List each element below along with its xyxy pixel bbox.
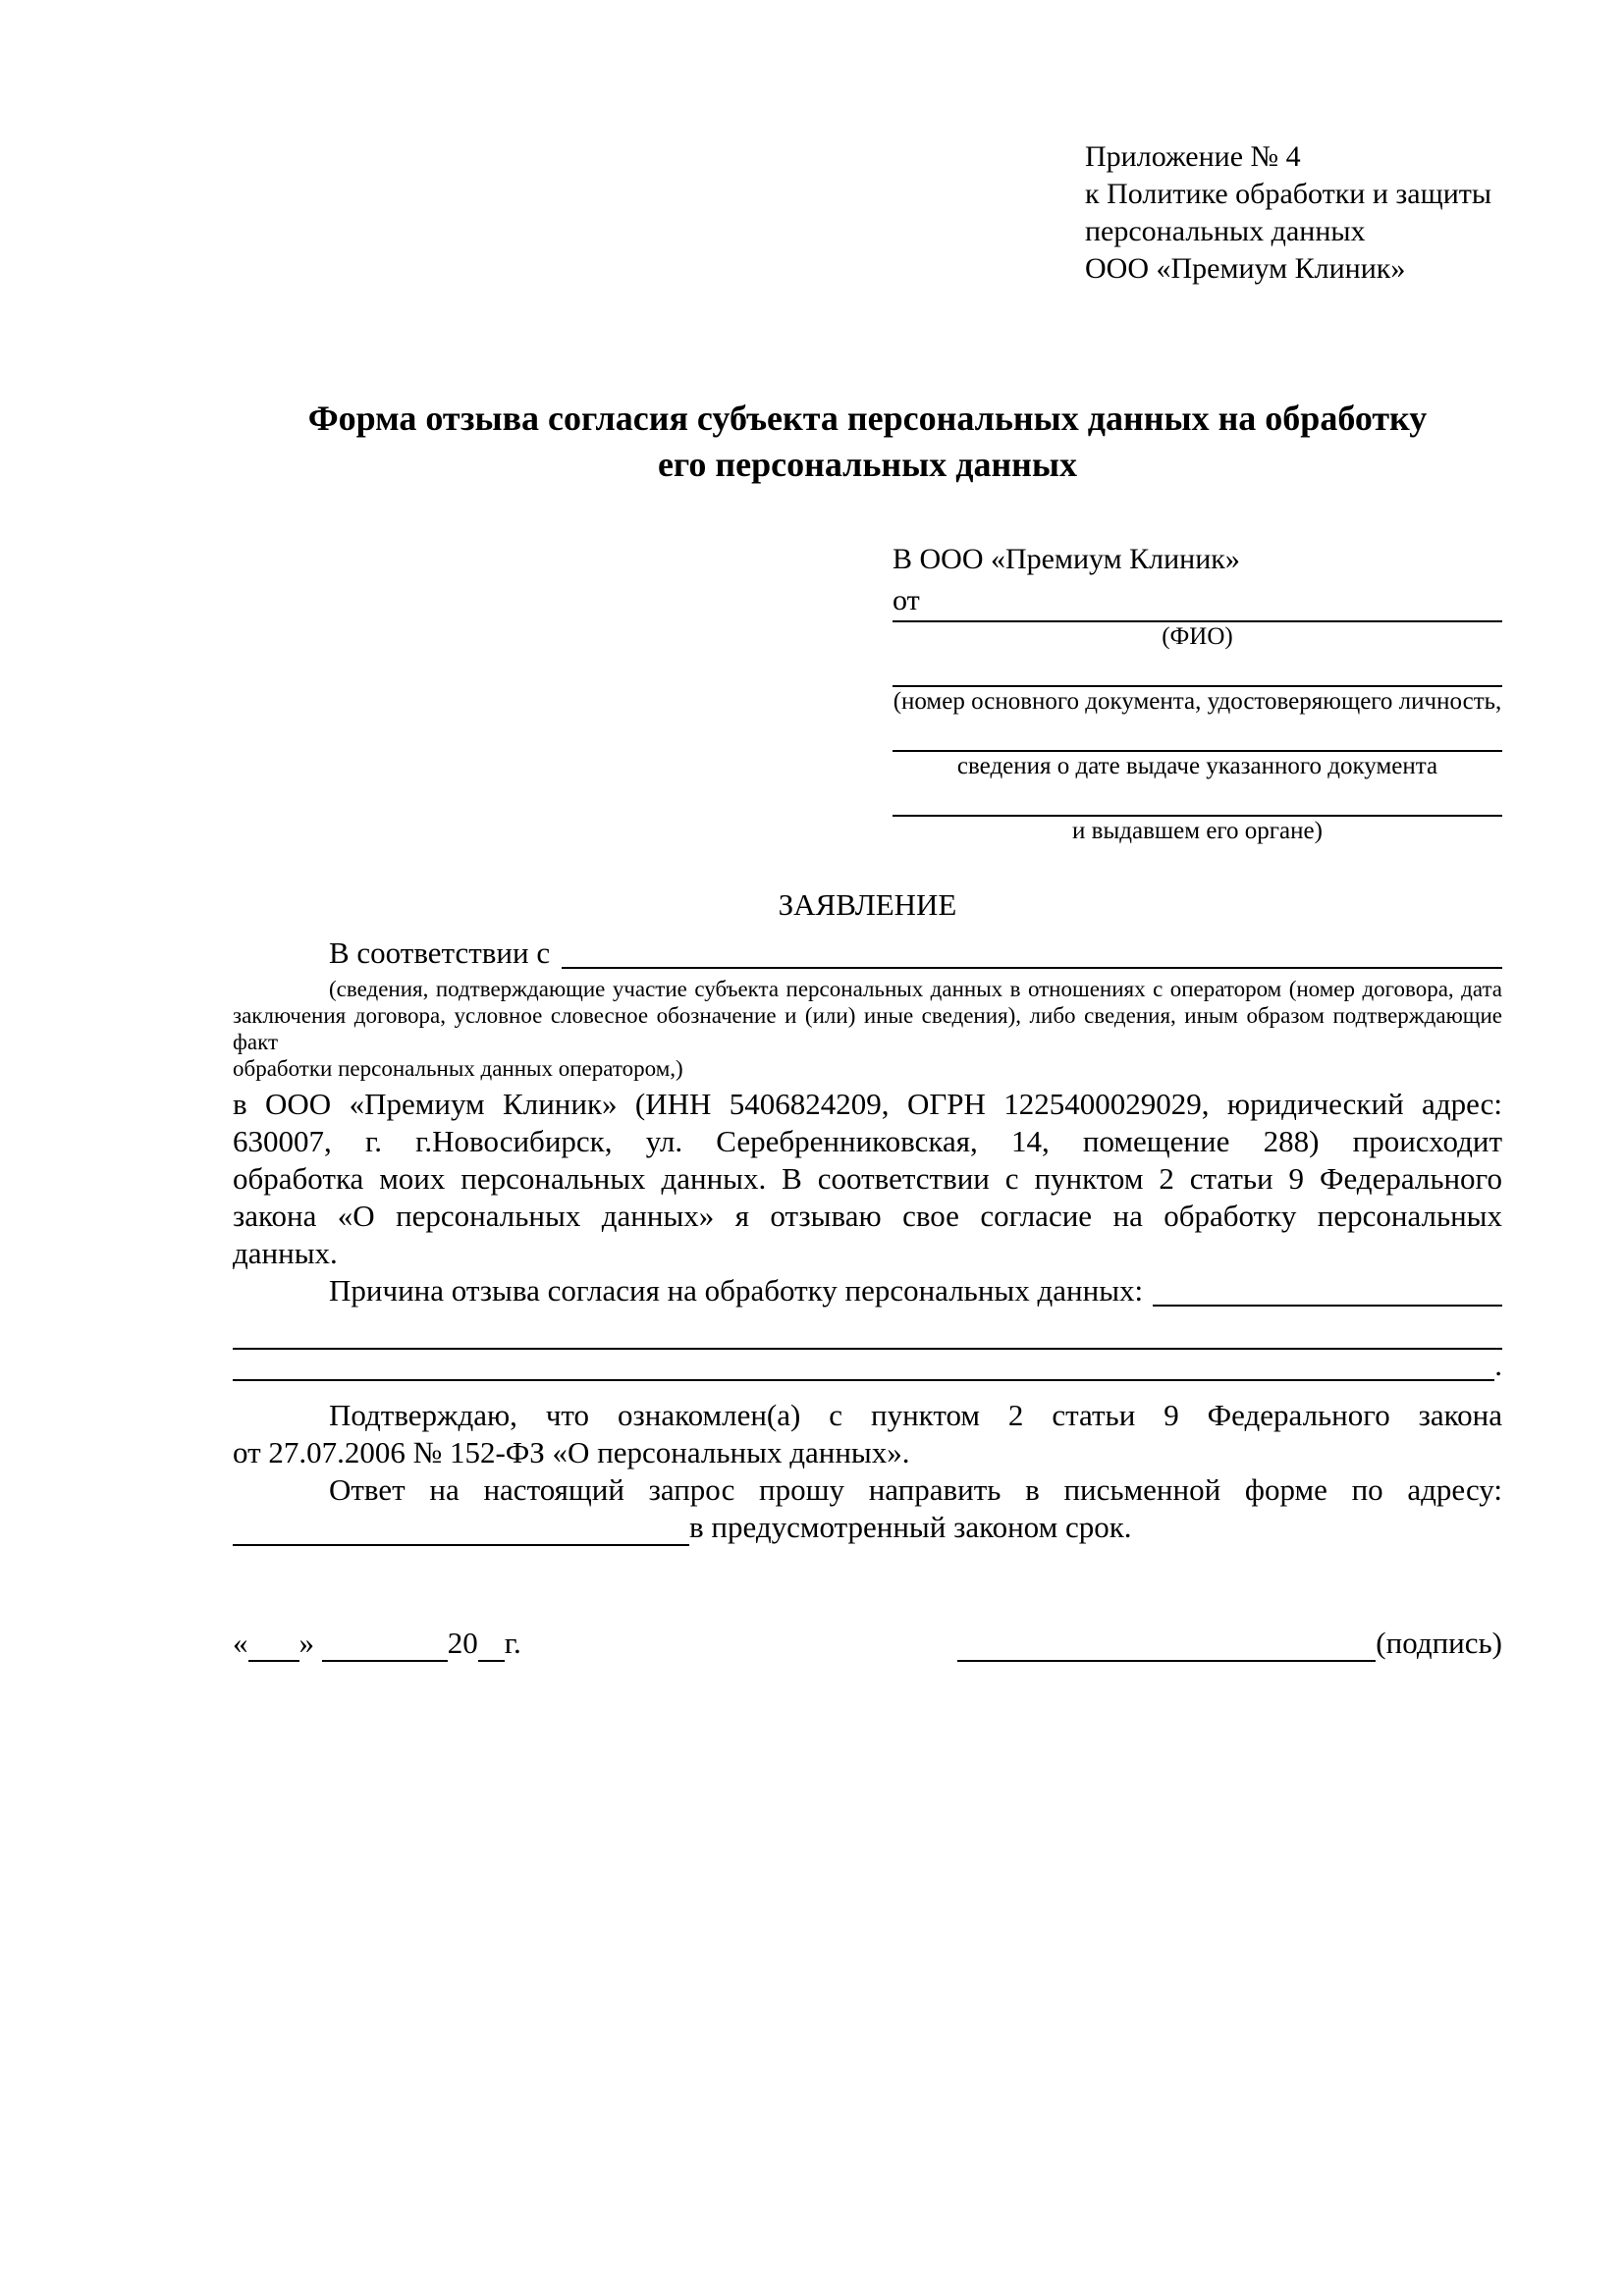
annex-header-line: к Политике обработки и защиты [1085,178,1492,210]
signature-group [957,1625,1502,1662]
document-title [233,396,1502,488]
statement-body-line: 630007, г. г.Новосибирск, ул. Серебренниковская, 14, помещение 288) происходит [233,1124,1502,1158]
reason-row [233,1272,1502,1309]
document-number-input-line[interactable] [893,649,1502,687]
reason-end-period: . [1494,1348,1502,1382]
reply-request-tail: в предусмотренный законом срок. [689,1510,1132,1544]
intro-note [233,976,1502,1082]
acknowledgment-line: Подтверждаю, что ознакомлен(а) с пунктом 2 статьи 9 Федерального закона [329,1398,1502,1432]
statement-body-line: закона «О персональных данных» я отзываю свое согласие на обработку персональных [233,1199,1502,1233]
reply-request [233,1471,1502,1546]
reply-request-line: Ответ на настоящий запрос прошу направить в письменной форме по адресу: [329,1472,1502,1507]
date-close-quote: » [298,1626,314,1660]
addressee-to: В ООО «Премиум Клиник» [893,543,1240,575]
reply-address-row [233,1509,1502,1546]
date-open-quote: « [233,1626,248,1660]
statement-heading: ЗАЯВЛЕНИЕ [778,887,957,922]
intro-row [233,934,1502,972]
intro-note-line: обработки персональных данных оператором,) [233,1056,683,1081]
date-month-input-line[interactable] [322,1628,448,1662]
date-day-input-line[interactable] [248,1628,299,1662]
date-group [233,1625,521,1662]
issue-date-input-line[interactable] [893,714,1502,752]
acknowledgment-line: от 27.07.2006 № 152-ФЗ «О персональных данных». [233,1435,910,1469]
annex-header-line: ООО «Премиум Клиник» [1085,252,1406,285]
statement-body-line: данных. [233,1236,338,1270]
date-year-suffix: г. [504,1626,521,1660]
spacer [550,934,562,972]
date-year-input-line[interactable] [478,1628,505,1662]
document-title-line: Форма отзыва согласия субъекта персональных данных на обработку [307,399,1428,438]
reason-continuation-line-2[interactable] [233,1379,1494,1381]
reason-input-line[interactable] [1153,1272,1502,1307]
addressee-block [893,537,1502,843]
annex-header-line: персональных данных [1085,215,1366,247]
intro-note-line: (сведения, подтверждающие участие субъекта персональных данных в отношениях с оператором (номер договора, дата [329,977,1502,1001]
issue-date-field-label: сведения о дате выдаче указанного документа [956,753,1438,779]
fio-field-label: (ФИО) [1162,623,1233,650]
signature-label: (подпись) [1376,1626,1502,1660]
spacer [1143,1272,1153,1309]
annex-header-line: Приложение № 4 [1085,140,1301,173]
issuing-authority-field-label: и выдавшем его органе) [1072,818,1323,844]
document-title-line: его персональных данных [657,445,1078,484]
annex-header [1085,138,1502,288]
intro-label: В соответствии с [329,935,551,970]
reason-label: Причина отзыва согласия на обработку персональных данных: [329,1273,1144,1308]
acknowledgment [233,1397,1502,1471]
statement-body-line: в ООО «Премиум Клиник» (ИНН 5406824209, ОГРН 1225400029029, юридический адрес: [233,1087,1502,1121]
issuing-authority-input-line[interactable] [893,778,1502,817]
statement-body [233,1086,1502,1272]
addressee-from-label: от [893,584,920,616]
date-signature-row [233,1625,1502,1662]
reason-continuation-row [233,1350,1502,1381]
date-year-prefix: 20 [447,1626,478,1660]
document-number-field-label: (номер основного документа, удостоверяющего личность, [893,688,1502,715]
intro-input-line[interactable] [562,934,1502,969]
statement-body-line: обработка моих персональных данных. В соответствии с пунктом 2 статьи 9 Федерального [233,1161,1502,1196]
reply-address-input-line[interactable] [233,1511,689,1546]
intro-note-line: заключения договора, условное словесное обозначение и (или) иные сведения), либо сведения, иным образом подтверждающие факт [233,1003,1502,1054]
signature-input-line[interactable] [957,1628,1376,1662]
reason-continuation-line-1[interactable] [233,1309,1502,1350]
